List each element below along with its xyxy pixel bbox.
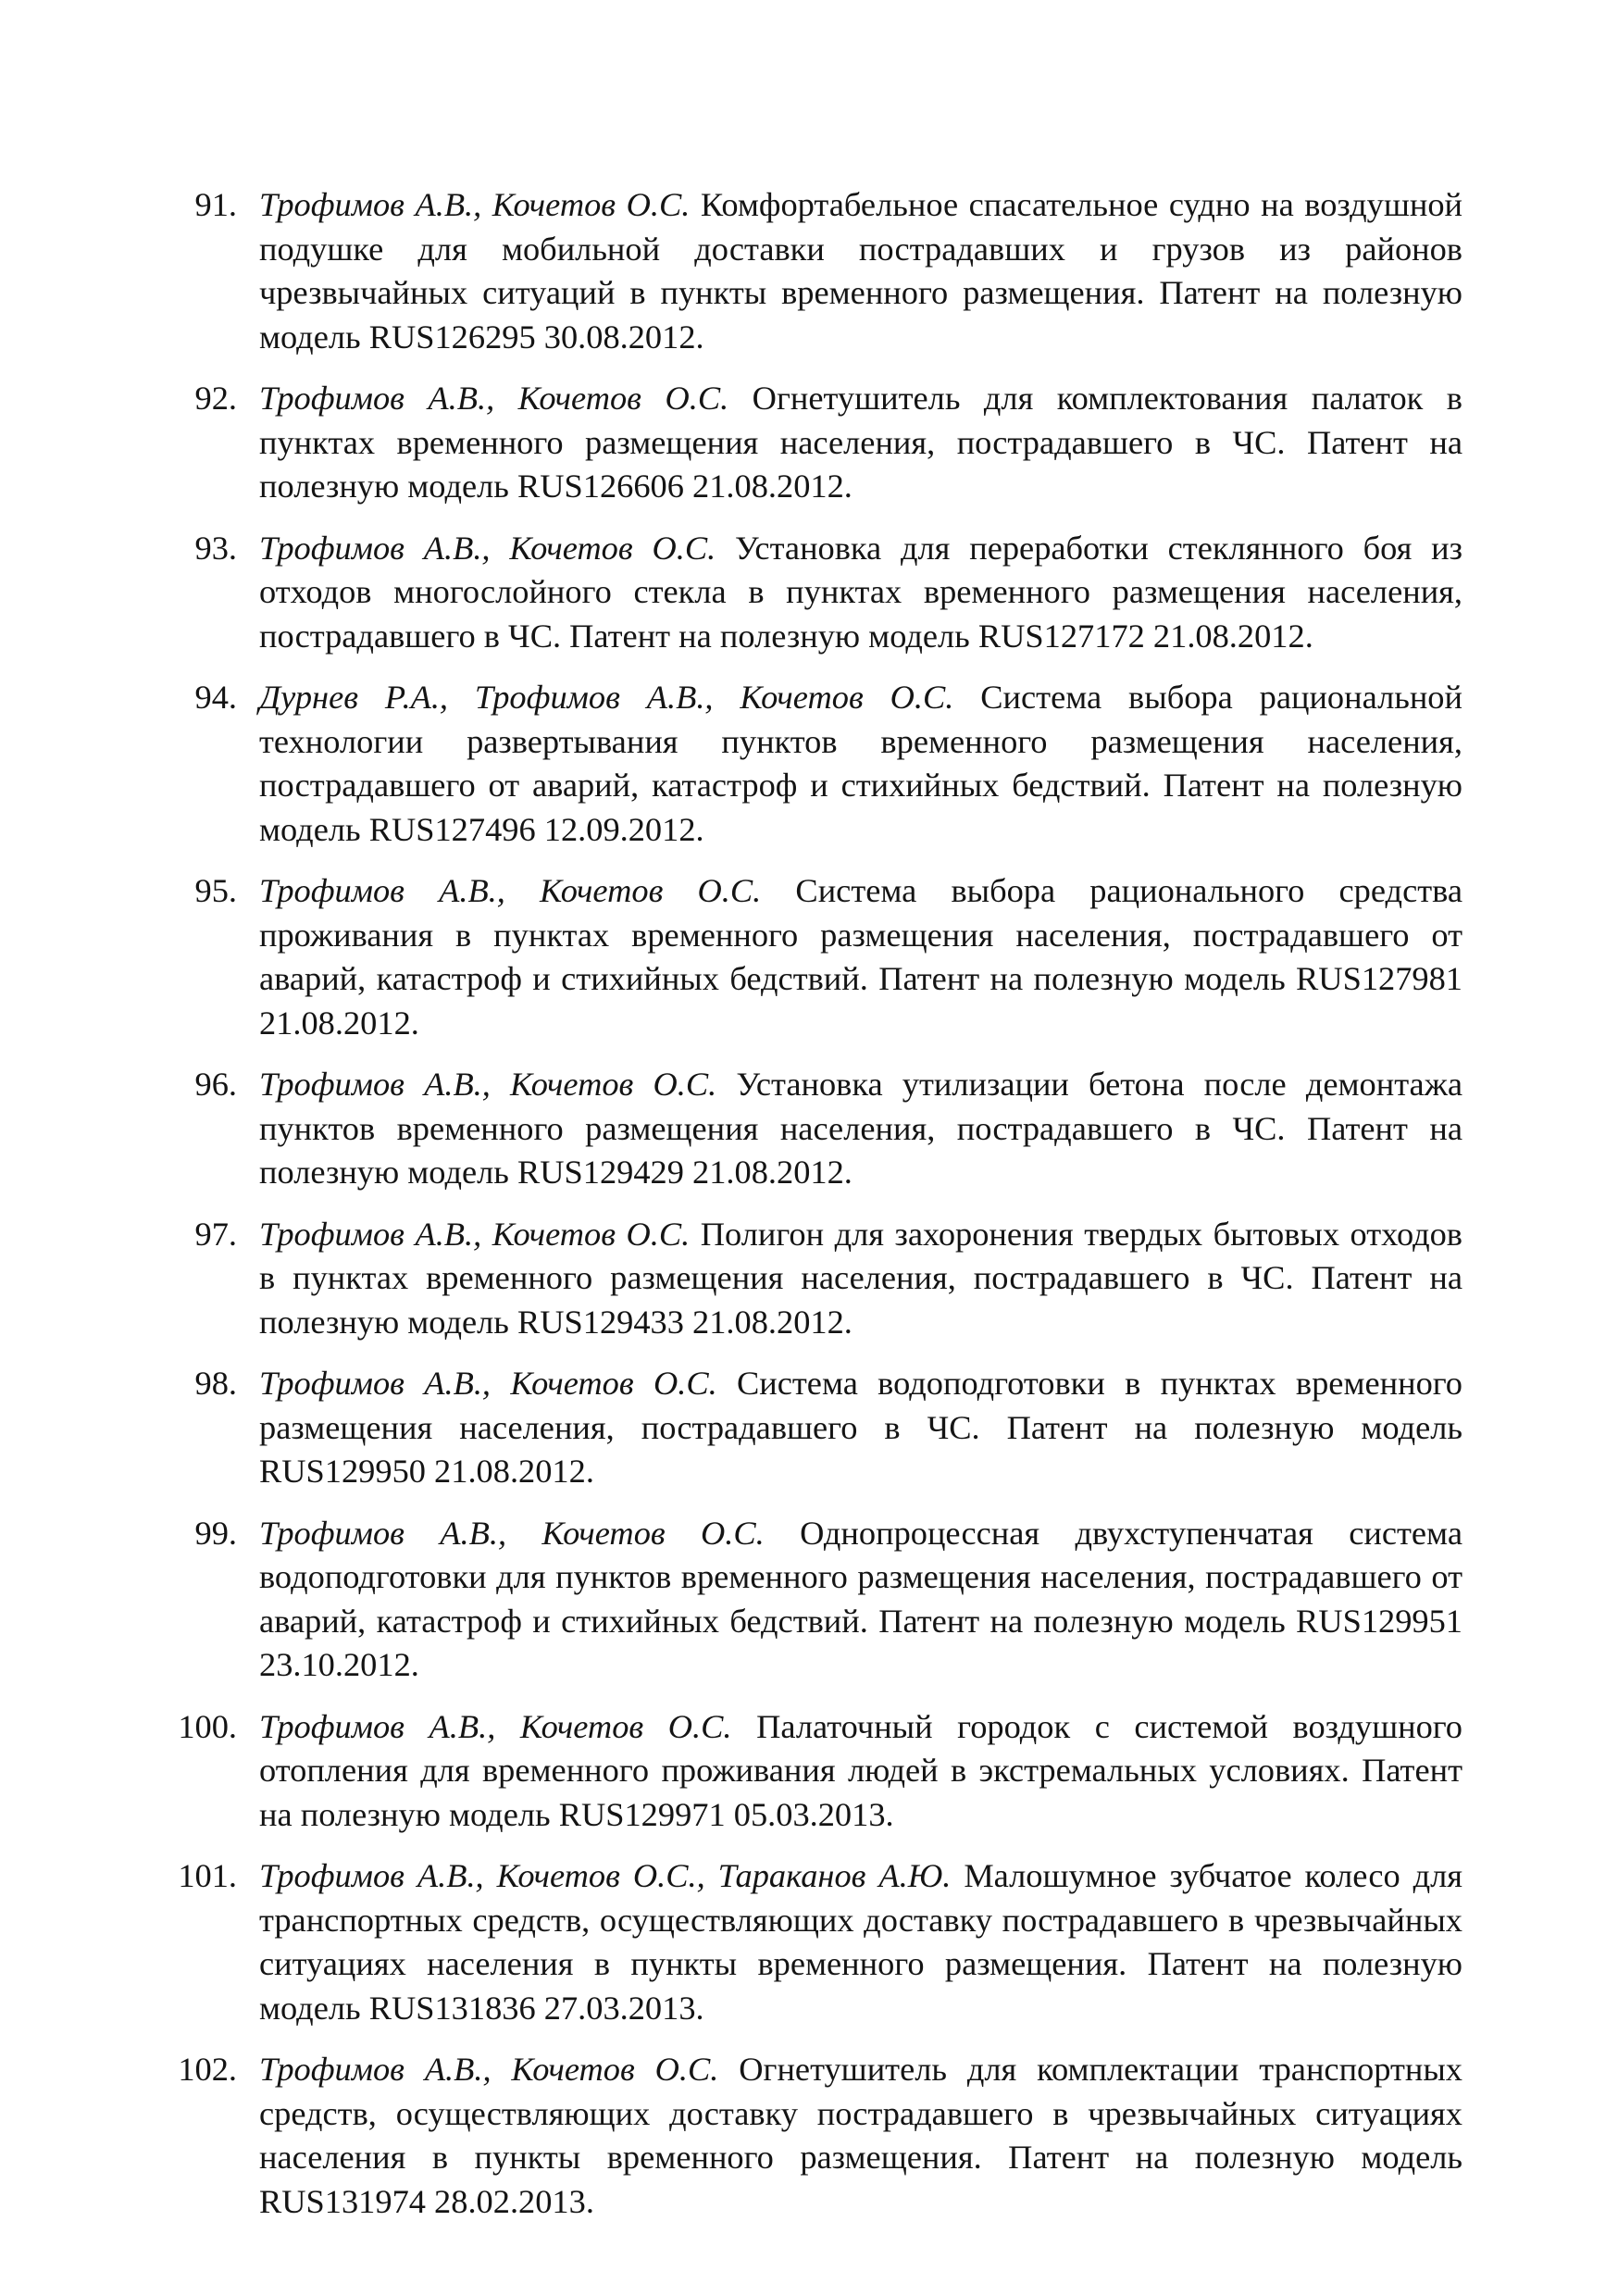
- reference-text: Малошумное зубчатое колесо для транспортных средств, осуществляющих доставку пострадавшего в чрезвычайных ситуациях населения в пункты временного размещения. Патент на полезную модель RUS131836 27.03.2013.: [259, 1857, 1463, 2027]
- reference-item: [167, 1362, 1462, 1494]
- reference-item: [167, 676, 1462, 852]
- reference-authors: Трофимов А.В., Кочетов О.С., Тараканов А.Ю.: [259, 1857, 952, 1894]
- reference-authors: Трофимов А.В., Кочетов О.С.: [259, 1514, 765, 1552]
- reference-number: 92.: [194, 380, 237, 417]
- reference-authors: Трофимов А.В., Кочетов О.С.: [259, 186, 691, 223]
- reference-item: [167, 377, 1462, 509]
- reference-item: [167, 1063, 1462, 1195]
- reference-number: 101.: [178, 1857, 237, 1894]
- reference-text: Полигон для захоронения твердых бытовых отходов в пунктах временного размещения населения, пострадавшего в ЧС. Патент на полезную модель RUS129433 21.08.2012.: [259, 1215, 1462, 1341]
- reference-authors: Трофимов А.В., Кочетов О.С.: [259, 1066, 717, 1103]
- reference-text: Установка утилизации бетона после демонтажа пунктов временного размещения населения, пострадавшего в ЧС. Патент на полезную модель RUS129429 21.08.2012.: [259, 1066, 1462, 1191]
- reference-text: Система водоподготовки в пунктах временного размещения населения, пострадавшего в ЧС. Патент на полезную модель RUS129950 21.08.2012.: [259, 1365, 1462, 1490]
- reference-number: 91.: [194, 186, 237, 223]
- reference-list: [167, 183, 1462, 2241]
- reference-authors: Дурнев Р.А., Трофимов А.В., Кочетов О.С.: [259, 679, 954, 716]
- reference-authors: Трофимов А.В., Кочетов О.С.: [259, 2051, 719, 2088]
- reference-item: [167, 1705, 1462, 1838]
- reference-text: Комфортабельное спасательное судно на воздушной подушке для мобильной доставки пострадавших и грузов из районов чрезвычайных ситуаций в пункты временного размещения. Патент на полезную модель RUS126295 30.08.2012.: [259, 186, 1462, 356]
- reference-text: Огнетушитель для комплектации транспортных средств, осуществляющих доставку пострадавшего в чрезвычайных ситуациях населения в пункты временного размещения. Патент на полезную модель RUS131974 28.02.2013.: [259, 2051, 1462, 2220]
- reference-number: 93.: [194, 529, 237, 567]
- reference-item: [167, 869, 1462, 1045]
- reference-number: 95.: [194, 872, 237, 909]
- reference-item: [167, 1512, 1462, 1688]
- reference-item: [167, 2048, 1462, 2224]
- reference-authors: Трофимов А.В., Кочетов О.С.: [259, 1365, 717, 1402]
- reference-number: 97.: [194, 1215, 237, 1253]
- reference-item: [167, 1213, 1462, 1345]
- reference-number: 96.: [194, 1066, 237, 1103]
- reference-number: 98.: [194, 1365, 237, 1402]
- reference-number: 102.: [178, 2051, 237, 2088]
- reference-text: Система выбора рационального средства проживания в пунктах временного размещения населения, пострадавшего от аварий, катастроф и стихийных бедствий. Патент на полезную модель RUS127981 21.08.2012.: [259, 872, 1462, 1042]
- reference-authors: Трофимов А.В., Кочетов О.С.: [259, 872, 762, 909]
- reference-number: 99.: [194, 1514, 237, 1552]
- reference-authors: Трофимов А.В., Кочетов О.С.: [259, 1215, 691, 1253]
- reference-text: Палаточный городок с системой воздушного отопления для временного проживания людей в экстремальных условиях. Патент на полезную модель RUS129971 05.03.2013.: [259, 1707, 1462, 1833]
- reference-authors: Трофимов А.В., Кочетов О.С.: [259, 1707, 732, 1745]
- reference-authors: Трофимов А.В., Кочетов О.С.: [259, 380, 729, 417]
- reference-item: [167, 1854, 1462, 2030]
- reference-number: 94.: [194, 679, 237, 716]
- reference-number: 100.: [178, 1707, 237, 1745]
- reference-text: Огнетушитель для комплектования палаток в пунктах временного размещения населения, пострадавшего в ЧС. Патент на полезную модель RUS126606 21.08.2012.: [259, 380, 1462, 505]
- reference-authors: Трофимов А.В., Кочетов О.С.: [259, 529, 716, 567]
- reference-text: Установка для переработки стеклянного боя из отходов многослойного стекла в пунктах временного размещения населения, пострадавшего в ЧС. Патент на полезную модель RUS127172 21.08.2012.: [259, 529, 1462, 655]
- reference-text: Система выбора рациональной технологии развертывания пунктов временного размещения населения, пострадавшего от аварий, катастроф и стихийных бедствий. Патент на полезную модель RUS127496 12.09.2012.: [259, 679, 1462, 848]
- reference-item: [167, 183, 1462, 359]
- reference-item: [167, 527, 1462, 659]
- reference-text: Однопроцессная двухступенчатая система водоподготовки для пунктов временного размещения населения, пострадавшего от аварий, катастроф и стихийных бедствий. Патент на полезную модель RUS129951 23.10.2012.: [259, 1514, 1462, 1683]
